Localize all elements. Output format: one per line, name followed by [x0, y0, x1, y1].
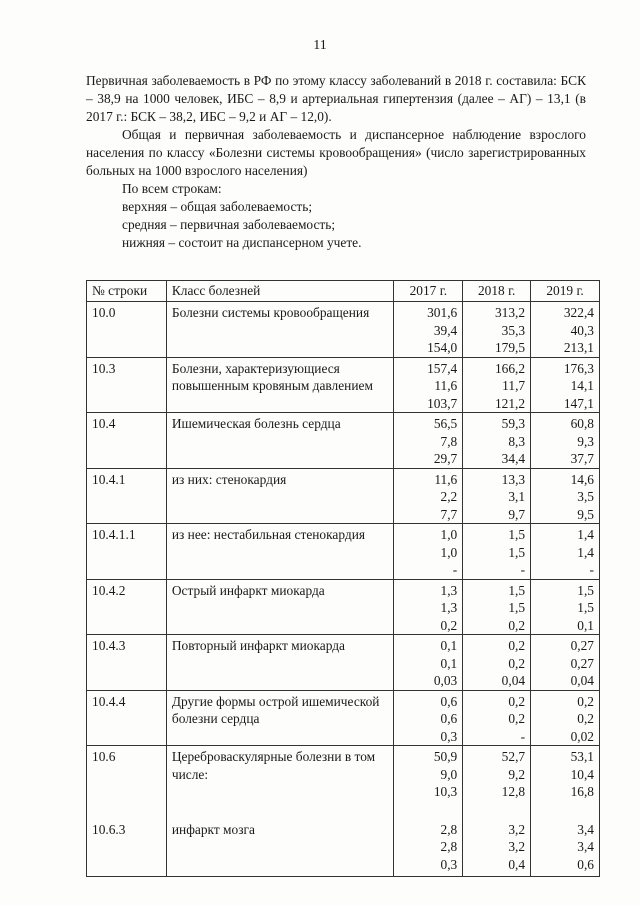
table-row	[87, 579, 600, 635]
table-header-row	[87, 281, 600, 302]
value-line: 313,2	[494, 305, 526, 320]
value-line: 0,2	[577, 693, 594, 709]
value-line: 0,2	[440, 617, 458, 633]
value-cell	[463, 468, 531, 524]
value-line: 0,6	[577, 856, 594, 872]
disease-class-cell: Ишемическая болезнь сердца	[166, 413, 394, 469]
row-number: 10.6	[92, 749, 116, 764]
value-line: 14,1	[570, 378, 594, 393]
sub-row-number: 10.6.3	[92, 821, 126, 837]
legend-middle: средняя – первичная заболеваемость;	[122, 217, 336, 232]
value-cell	[531, 579, 600, 635]
value-line: 0,6	[440, 693, 458, 709]
legend-title: По всем строкам:	[122, 181, 222, 196]
value-cell	[394, 635, 463, 691]
value-line: 50,9	[433, 749, 458, 764]
row-number-cell: 10.4.1	[87, 468, 167, 524]
legend-bottom: нижняя – состоит на диспансерном учете.	[122, 235, 362, 250]
value-cell	[394, 690, 463, 746]
value-line: 39,4	[433, 322, 458, 338]
value-line: 0,6	[440, 711, 458, 726]
row-number-cell: 10.0	[87, 302, 167, 358]
page-number: 11	[313, 38, 327, 53]
value-line: 103,7	[427, 395, 458, 411]
intro-paragraph-1: Первичная заболеваемость в РФ по этому классу заболеваний в 2018 г. составила: БСК – 38,9 на 1000 человек, ИБС – 8,9 и артериальная гипертензия (далее – АГ) – 13,1 (в 2017 г.: БСК – 38,2, ИБС – 9,2 и АГ – 12,0).	[86, 73, 586, 124]
value-line: 213,1	[563, 340, 594, 355]
row-number-cell: 10.4.4	[87, 690, 167, 746]
header-2018: 2018 г.	[463, 281, 531, 302]
value-cell	[394, 413, 463, 469]
value-line: 40,3	[570, 322, 594, 338]
value-line: 179,5	[494, 340, 526, 355]
value-line: 53,1	[570, 749, 594, 764]
value-line: -	[520, 728, 526, 744]
value-line: 11,6	[434, 378, 458, 393]
value-line: 0,27	[570, 638, 594, 653]
value-cell	[463, 413, 531, 469]
disease-class-cell: Болезни системы кровообращения	[166, 302, 394, 358]
value-line: 13,3	[501, 471, 526, 487]
value-line: 1,5	[508, 544, 526, 560]
value-line: -	[589, 562, 594, 577]
value-line: 0,1	[440, 655, 458, 671]
value-line: 16,8	[570, 784, 594, 799]
sub-values	[468, 821, 525, 874]
row-number-cell: 10.3	[87, 357, 167, 413]
value-line: 10,3	[433, 784, 458, 799]
legend-top: верхняя – общая заболеваемость;	[122, 199, 313, 214]
value-line: 9,7	[508, 506, 526, 522]
value-line: 3,5	[577, 489, 594, 504]
value-cell	[531, 524, 600, 580]
value-line: 0,03	[433, 673, 458, 688]
value-line: 52,7	[501, 749, 526, 764]
value-line: 0,2	[577, 711, 594, 726]
value-cell	[463, 746, 531, 877]
value-line: 301,6	[427, 305, 458, 320]
disease-class-cell: Повторный инфаркт миокарда	[166, 635, 394, 691]
value-line: 59,3	[501, 416, 526, 431]
value-line: 35,3	[501, 322, 526, 338]
value-line: 0,1	[577, 617, 594, 633]
value-cell	[394, 579, 463, 635]
value-cell	[463, 302, 531, 358]
value-line: 9,3	[577, 433, 594, 449]
value-line: 2,8	[440, 821, 458, 837]
value-line: 1,5	[508, 527, 526, 542]
value-line: 12,8	[501, 784, 526, 799]
value-line: 0,3	[440, 856, 458, 872]
value-line: 176,3	[563, 360, 594, 376]
value-line: 1,3	[440, 582, 458, 598]
table-row	[87, 468, 600, 524]
disease-class-cell: Другие формы острой ишемической болезни сердца	[166, 690, 394, 746]
value-line: 154,0	[427, 340, 458, 355]
value-line: 3,2	[508, 839, 526, 854]
value-line: -	[520, 562, 526, 577]
value-line: 1,0	[440, 544, 458, 560]
disease-class-cell: из них: стенокардия	[166, 468, 394, 524]
table-row	[87, 357, 600, 413]
disease-class-cell: Острый инфаркт миокарда	[166, 579, 394, 635]
value-line: 1,5	[577, 582, 594, 598]
value-line: 7,7	[440, 506, 458, 522]
value-line: 9,2	[508, 766, 526, 782]
table-row	[87, 746, 600, 877]
value-line: 157,4	[427, 360, 458, 376]
row-number-cell: 10.4.2	[87, 579, 167, 635]
value-cell	[463, 635, 531, 691]
value-cell	[394, 746, 463, 877]
value-cell	[531, 690, 600, 746]
table-row	[87, 302, 600, 358]
value-line: 3,2	[508, 821, 526, 837]
morbidity-table	[86, 280, 600, 877]
value-line: 0,2	[508, 711, 526, 726]
disease-class-cell	[166, 746, 394, 877]
value-line: 37,7	[570, 451, 594, 466]
header-disease-class: Класс болезней	[166, 281, 394, 302]
value-cell	[463, 579, 531, 635]
row-number-cell: 10.4.1.1	[87, 524, 167, 580]
value-line: 0,04	[570, 673, 594, 688]
value-line: 7,8	[440, 433, 458, 449]
header-2017: 2017 г.	[394, 281, 463, 302]
table-row	[87, 524, 600, 580]
value-cell	[531, 746, 600, 877]
header-2019: 2019 г.	[531, 281, 600, 302]
value-line: 9,0	[440, 766, 458, 782]
value-line: 1,5	[577, 600, 594, 615]
row-number-cell	[87, 746, 167, 877]
value-line: 11,7	[502, 378, 526, 393]
value-line: -	[452, 562, 458, 577]
header-row-number: № строки	[87, 281, 167, 302]
disease-class-cell: из нее: нестабильная стенокардия	[166, 524, 394, 580]
value-line: 1,4	[577, 527, 594, 542]
sub-disease-class-name: инфаркт мозга	[171, 821, 255, 837]
value-line: 10,4	[570, 766, 594, 782]
value-line: 1,4	[577, 544, 594, 560]
value-cell	[531, 302, 600, 358]
intro-paragraph-2: Общая и первичная заболеваемость и диспансерное наблюдение взрослого населения по классу «Болезни системы кровообращения» (число зарегистрированных больных на 1000 взрослого населения)	[86, 127, 586, 178]
table-row	[87, 635, 600, 691]
value-line: 8,3	[508, 433, 526, 449]
value-line: 121,2	[494, 395, 526, 411]
value-line: 2,8	[440, 839, 458, 854]
value-line: 1,5	[508, 600, 526, 615]
value-line: 3,4	[577, 821, 594, 837]
value-cell	[531, 413, 600, 469]
sub-values	[399, 821, 457, 874]
value-line: 0,4	[508, 856, 526, 872]
value-line: 1,0	[440, 527, 458, 542]
value-cell	[394, 468, 463, 524]
table-row	[87, 690, 600, 746]
value-line: 0,04	[501, 673, 526, 688]
value-line: 60,8	[570, 416, 594, 431]
value-cell	[531, 357, 600, 413]
value-line: 0,02	[570, 728, 594, 744]
disease-class-name: Цереброваскулярные болезни в том числе:	[171, 749, 376, 782]
value-line: 0,2	[508, 693, 526, 709]
value-cell	[463, 357, 531, 413]
value-line: 147,1	[563, 395, 594, 411]
disease-class-cell: Болезни, характеризующиеся повышенным кровяным давлением	[166, 357, 394, 413]
intro-text	[86, 72, 586, 252]
value-line: 14,6	[570, 471, 594, 487]
value-line: 0,1	[440, 638, 458, 653]
value-cell	[394, 357, 463, 413]
sub-values	[536, 821, 594, 874]
value-line: 166,2	[494, 360, 526, 376]
value-line: 0,3	[440, 728, 458, 744]
value-cell	[463, 524, 531, 580]
value-line: 2,2	[440, 489, 458, 504]
value-cell	[463, 690, 531, 746]
value-line: 3,4	[577, 839, 594, 854]
value-cell	[531, 635, 600, 691]
value-line: 0,27	[570, 655, 594, 671]
value-line: 1,3	[440, 600, 458, 615]
value-cell	[531, 468, 600, 524]
value-cell	[394, 524, 463, 580]
value-line: 29,7	[433, 451, 458, 466]
value-line: 9,5	[577, 506, 594, 522]
value-line: 34,4	[501, 451, 526, 466]
value-line: 11,6	[434, 471, 458, 487]
value-line: 0,2	[508, 617, 526, 633]
table-row	[87, 413, 600, 469]
row-number-cell: 10.4	[87, 413, 167, 469]
value-cell	[394, 302, 463, 358]
value-line: 56,5	[433, 416, 458, 431]
value-line: 0,2	[508, 655, 526, 671]
value-line: 1,5	[508, 582, 526, 598]
value-line: 322,4	[563, 305, 594, 320]
value-line: 3,1	[508, 489, 526, 504]
value-line: 0,2	[508, 638, 526, 653]
row-number-cell: 10.4.3	[87, 635, 167, 691]
